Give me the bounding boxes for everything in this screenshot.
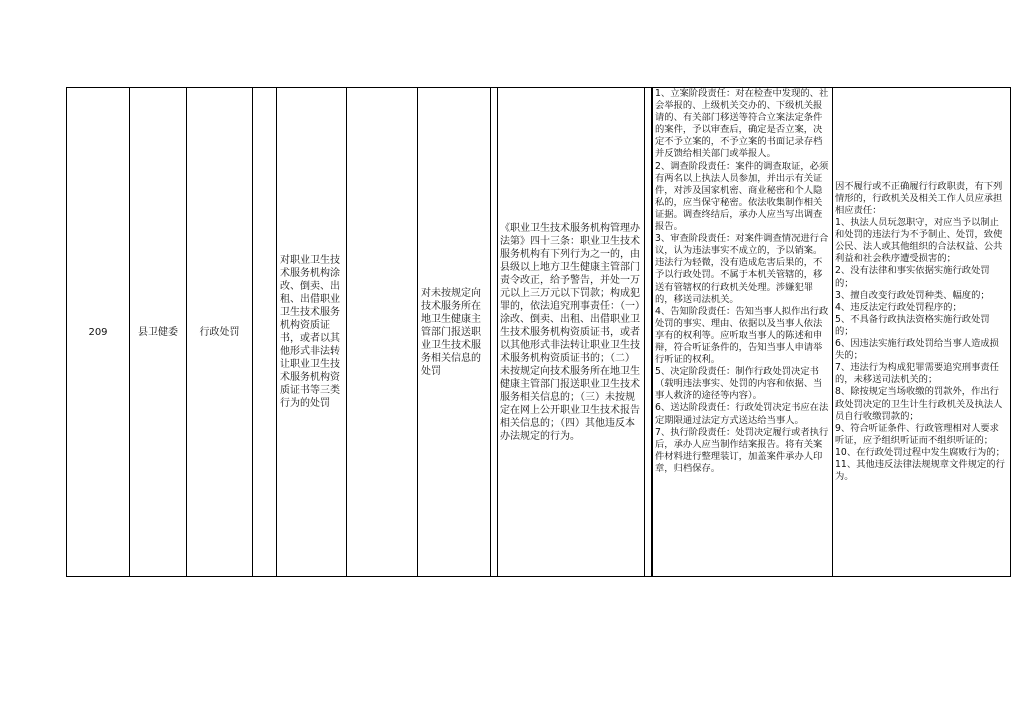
accountability-item: 1、执法人员玩忽职守，对应当予以制止和处罚的违法行为不予制止、处罚，致使公民、法人或其他组织的合法权益、公共利益和社会秩序遭受损害的； [835, 217, 1003, 265]
responsibility-cell [652, 88, 833, 577]
responsibility-item: 5、决定阶段责任：制作行政处罚决定书（载明违法事实、处罚的内容和依据、当事人救济的途径等内容）。 [655, 366, 823, 402]
legal-basis-cell: 《职业卫生技术服务机构管理办法第》四十三条：职业卫生技术服务机构有下列行为之一的，由县级以上地方卫生健康主管部门责令改正，给予警告，并处一万元以上三万元以下罚款；构成犯罪的，依法追究刑事责任：（一）涂改、倒卖、出租、出借职业卫生技术服务机构资质证书，或者以其他形式非法转让职业卫生技术服务机构资质证书的；（二）未按规定向技术服务所在地卫生健康主管部门报送职业卫生技术服务相关信息的；（三）未按规定在网上公开职业卫生技术报告相关信息的；（四）其他违反本办法规定的行为。 [498, 88, 645, 577]
responsibility-item: 4、告知阶段责任：告知当事人拟作出行政处罚的事实、理由、依据以及当事人依法享有的权利等。应听取当事人的陈述和申辩，符合听证条件的，告知当事人申请举行听证的权利。 [655, 305, 829, 366]
table-row [67, 88, 1011, 577]
empty-cell [253, 88, 277, 577]
item-name-cell: 对职业卫生技术服务机构涂改、倒卖、出租、出借职业卫生技术服务机构资质证书，或者以其他形式非法转让职业卫生技术服务机构资质证书等三类行为的处罚 [277, 88, 347, 577]
empty-cell [491, 88, 498, 577]
accountability-item: 4、违反法定行政处罚程序的； [835, 301, 962, 313]
power-list-table [66, 87, 1011, 577]
responsibility-item: 3、审查阶段责任：对案件调查情况进行合议，认为违法事实不成立的，予以销案。违法行为轻微，没有造成危害后果的，不予以行政处罚。不属于本机关管辖的，移送有管辖权的行政机关处理。涉嫌犯罪的，移送司法机关。 [655, 233, 829, 305]
accountability-item: 3、擅自改变行政处罚种类、幅度的； [835, 289, 990, 301]
empty-cell [645, 88, 653, 577]
accountability-item: 8、除按规定当场收缴的罚款外，作出行政处罚决定的卫生计生行政机关及执法人员自行收缴罚款的； [835, 386, 1003, 422]
responsibility-item: 7、执行阶段责任：处罚决定履行或者执行后，承办人应当制作结案报告。将有关案件材料进行整理装订，加盖案件承办人印章，归档保存。 [655, 426, 829, 474]
accountability-intro: 因不履行或不正确履行行政职责，有下列情形的，行政机关及相关工作人员应承担相应责任： [835, 180, 1003, 217]
accountability-item: 6、因违法实施行政处罚给当事人造成损失的； [835, 338, 999, 362]
row-number: 209 [67, 88, 130, 577]
accountability-item: 2、没有法律和事实依据实施行政处罚的； [835, 265, 990, 289]
accountability-item: 10、在行政处罚过程中发生腐败行为的； [835, 446, 1005, 458]
department-cell: 县卫健委 [130, 88, 187, 577]
responsibility-item: 6、送达阶段责任：行政处罚决定书应在法定期限通过法定方式送达给当事人。 [655, 402, 829, 426]
accountability-item: 5、不具备行政执法资格实施行政处罚的； [835, 313, 990, 337]
responsibility-item: 2、调查阶段责任：案件的调查取证，必须有两名以上执法人员参加，并出示有关证件，对涉及国家机密、商业秘密和个人隐私的，应当保守秘密。依法收集制作相关证据。调查终结后，承办人应当写出调查报告。 [655, 160, 829, 233]
sub-item-cell: 对未按规定向技术服务所在地卫生健康主管部门报送职业卫生技术服务相关信息的处罚 [418, 88, 491, 577]
accountability-cell [833, 88, 1011, 577]
empty-cell [347, 88, 418, 577]
accountability-item: 11、其他违反法律法规规章文件规定的行为。 [835, 458, 1005, 483]
accountability-item: 9、符合听证条件、行政管理相对人要求听证，应予组织听证而不组织听证的； [835, 422, 999, 446]
power-type-cell: 行政处罚 [187, 88, 253, 577]
responsibility-item: 1、立案阶段责任：对在检查中发现的、社会举报的、上级机关交办的、下级机关报请的、有关部门移送等符合立案法定条件的案件，予以审查后，确定是否立案，决定不予立案的，不予立案的书面记录存档并反馈给相关部门或举报人。 [655, 88, 829, 160]
accountability-item: 7、违法行为构成犯罪需要追究刑事责任的，未移送司法机关的； [835, 362, 999, 386]
